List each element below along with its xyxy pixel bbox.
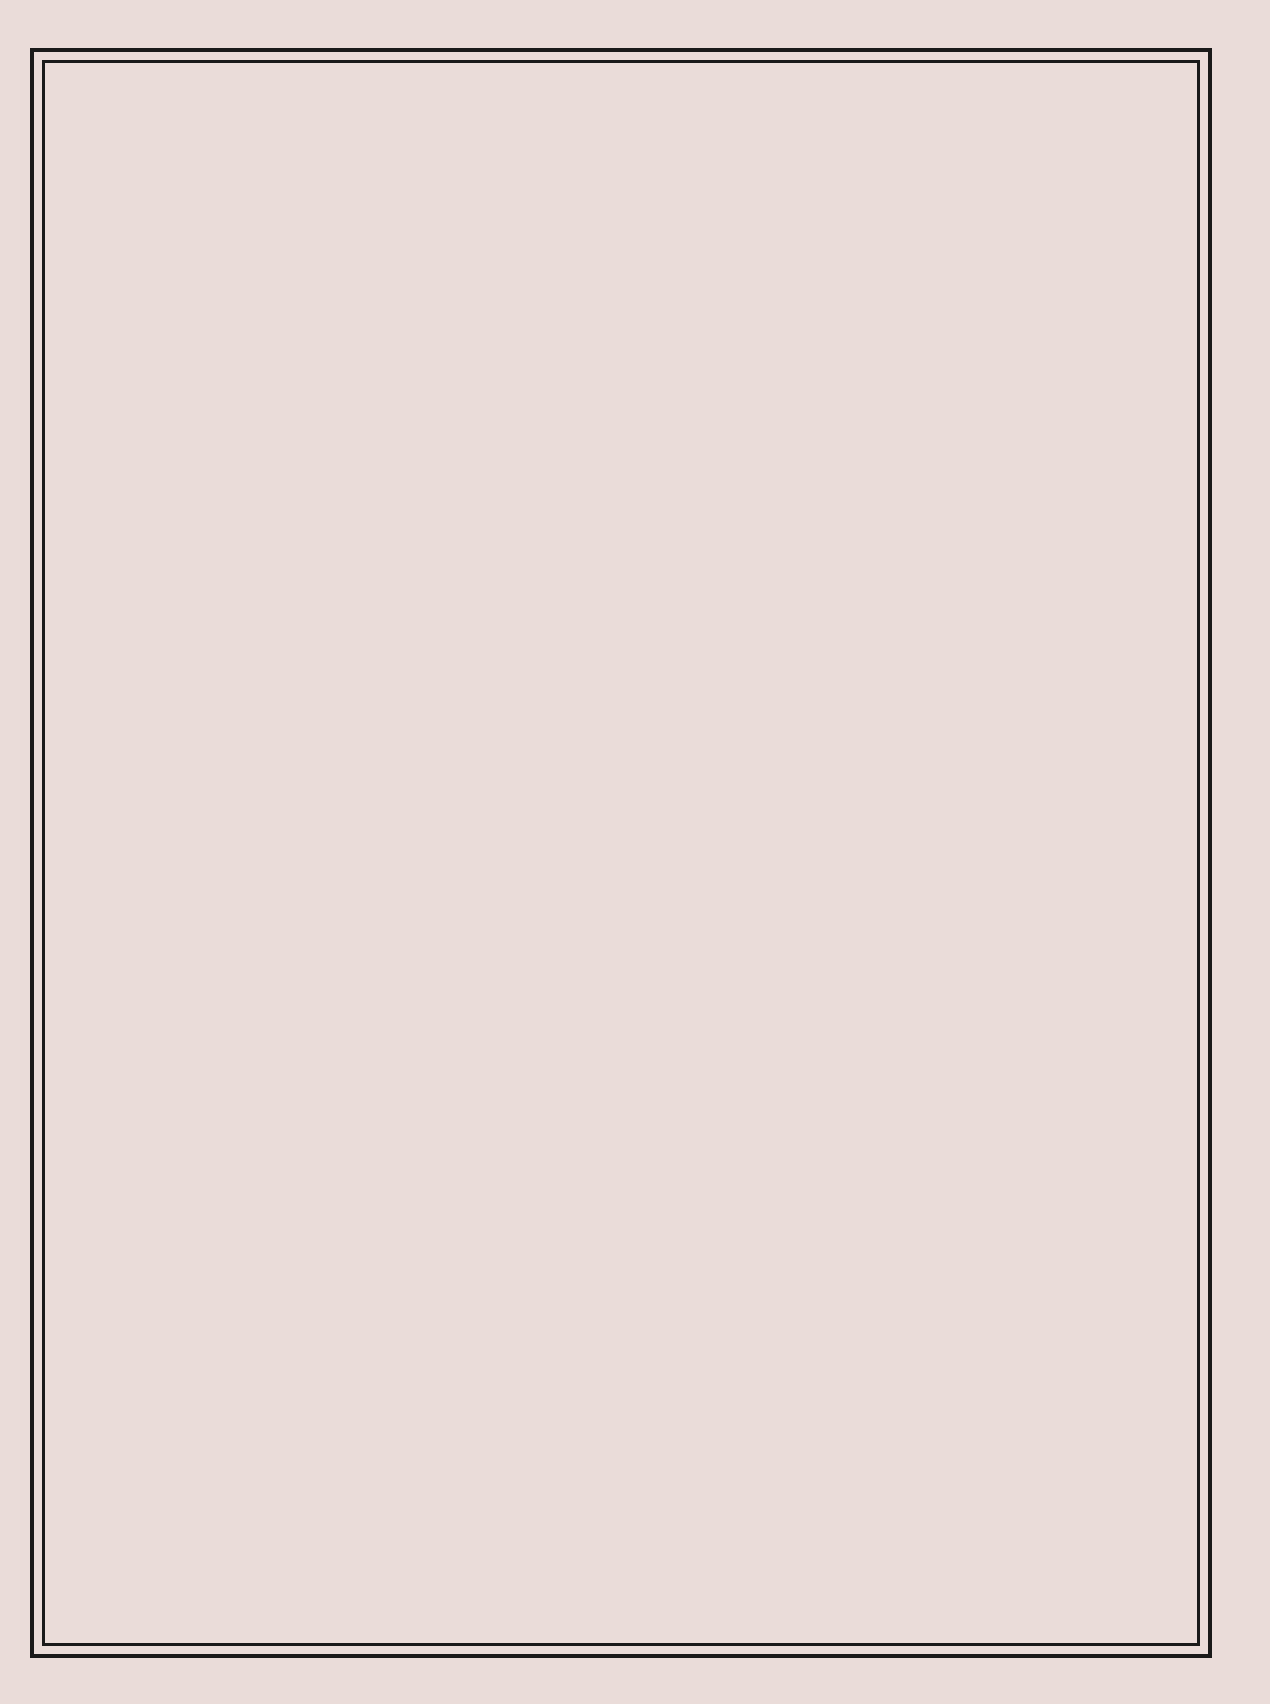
paragraph-1 [78,84,1178,122]
paragraph-2 [78,136,1178,174]
article-body [78,84,1178,433]
paragraph-5 [78,291,1178,329]
paragraph-7 [78,395,1178,433]
paragraph-4 [78,239,1178,277]
paragraph-6 [78,343,1178,381]
paragraph-3 [78,188,1178,226]
